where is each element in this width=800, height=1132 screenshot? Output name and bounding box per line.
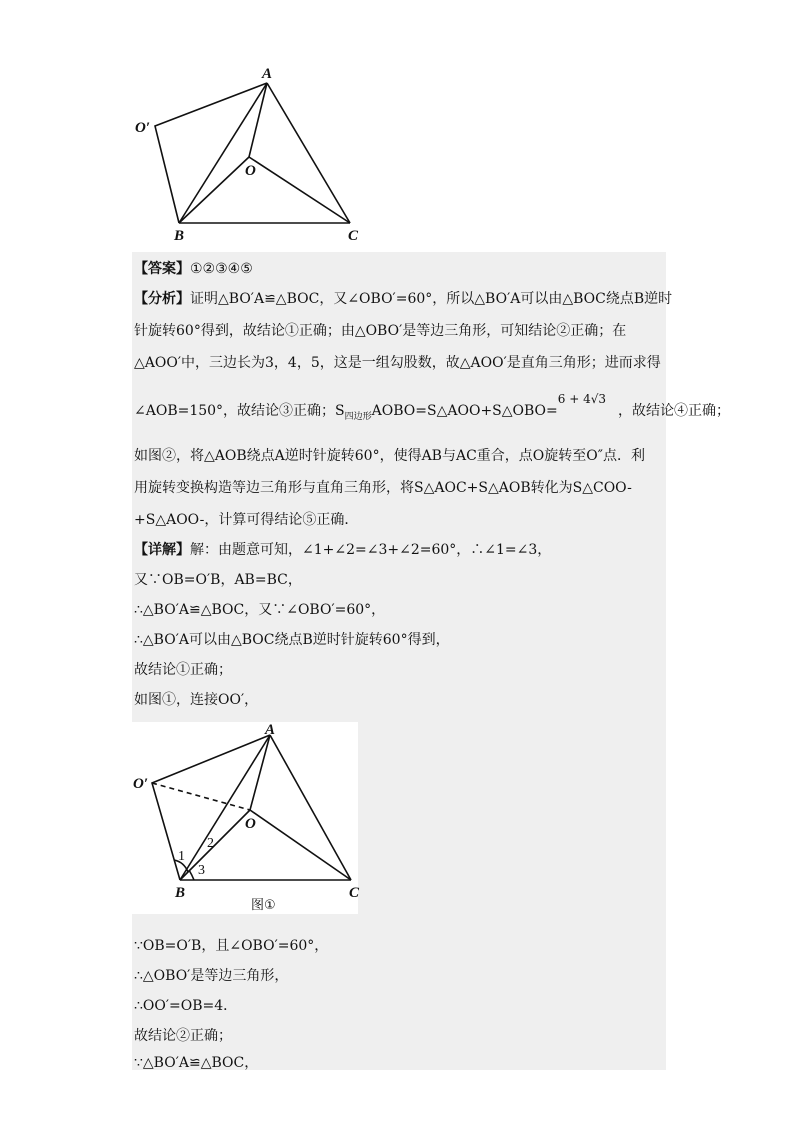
label-O: O: [245, 163, 256, 179]
figure-2: [132, 722, 358, 914]
figure-1: [130, 60, 370, 245]
analysis-line-3: △AOO′中，三边长为3，4，5，这是一组勾股数，故△AOO′是直角三角形；进而求得: [134, 355, 661, 371]
label-A: A: [262, 66, 273, 82]
after-line-4: 故结论②正确；: [134, 1028, 232, 1044]
answer-tag: 【答案】: [134, 261, 190, 277]
analysis-text-1: 证明△BO′A≌△BOC，又∠OBO′=60°，所以△BO′A可以由△BOC绕点B逆时: [190, 291, 673, 307]
label-O: O: [245, 816, 256, 832]
detail-text-1: 解：由题意可知，∠1+∠2=∠3+∠2=60°，∴∠1=∠3，: [190, 542, 552, 558]
detail-line-4: ∴△BO′A可以由△BOC绕点B逆时针旋转60°得到，: [134, 632, 450, 648]
angle-label-3: 3: [198, 863, 205, 878]
detail-line-3: ∴△BO′A≌△BOC，又∵∠OBO′=60°，: [134, 602, 386, 618]
label-B: B: [174, 228, 185, 244]
figure-2-diagram: [132, 722, 358, 914]
after-line-3: ∴OO′=OB=4．: [134, 998, 238, 1014]
analysis-line-4: [134, 392, 730, 427]
segment-AC: [267, 83, 350, 223]
analysis-line-7: +S△AOO-，计算可得结论⑤正确．: [134, 512, 359, 528]
analysis-text-4a: ∠AOB=150°，故结论③正确；S: [134, 403, 345, 419]
angle-label-1: 1: [178, 849, 185, 864]
analysis-line-2: 针旋转60°得到，故结论①正确；由△OBO′是等边三角形，可知结论②正确；在: [134, 323, 627, 339]
segment-AO: [249, 83, 267, 157]
label-A: A: [265, 722, 276, 738]
detail-tag: 【详解】: [134, 542, 190, 558]
analysis-fraction: 6 + 4√3: [557, 392, 606, 406]
figure-2-caption: 图①: [251, 898, 276, 913]
answer-text: ①②③④⑤: [190, 261, 253, 277]
angle-arc-3: [189, 870, 194, 880]
analysis-text-4b: AOBO=S△AOO+S△OBO=: [371, 403, 558, 419]
detail-line-6: 如图①，连接OO′，: [134, 692, 259, 708]
label-O-prime: O′: [135, 120, 151, 136]
detail-line-1: [134, 540, 551, 560]
detail-line-5: 故结论①正确；: [134, 662, 232, 678]
segment-AB: [180, 735, 270, 880]
segment-AC: [270, 735, 351, 880]
analysis-line-6: 用旋转变换构造等边三角形与直角三角形，将S△AOC+S△AOB转化为S△COO-: [134, 480, 632, 496]
segment-AB: [179, 83, 267, 223]
analysis-line-5: 如图②，将△AOB绕点A逆时针旋转60°，使得AB与AC重合，点O旋转至O″点．利: [134, 448, 645, 464]
segment-OC: [249, 157, 350, 223]
angle-label-2: 2: [207, 836, 214, 851]
analysis-line-1: [134, 289, 672, 309]
label-B: B: [175, 885, 186, 901]
analysis-tag: 【分析】: [134, 291, 190, 307]
segment-OB: [180, 810, 250, 880]
label-O-prime: O′: [133, 776, 149, 792]
label-C: C: [348, 228, 359, 244]
segment-AO: [250, 735, 270, 810]
answer-line: [134, 259, 253, 279]
segment-OC: [250, 810, 351, 880]
figure-1-diagram: [130, 60, 370, 245]
analysis-sub-quadrilateral: 四边形: [344, 411, 372, 422]
analysis-text-4c: ，故结论④正确；: [618, 403, 730, 419]
after-line-1: ∵OB=O′B，且∠OBO′=60°，: [134, 938, 329, 954]
label-C: C: [349, 885, 360, 901]
segment-OO-prime-dashed: [152, 783, 250, 810]
segment-AO-prime-B: [152, 735, 270, 880]
after-line-2: ∴△OBO′是等边三角形，: [134, 968, 289, 984]
detail-line-2: 又∵OB=O′B，AB=BC，: [134, 572, 302, 588]
after-line-5: ∵△BO′A≌△BOC，: [134, 1055, 259, 1071]
